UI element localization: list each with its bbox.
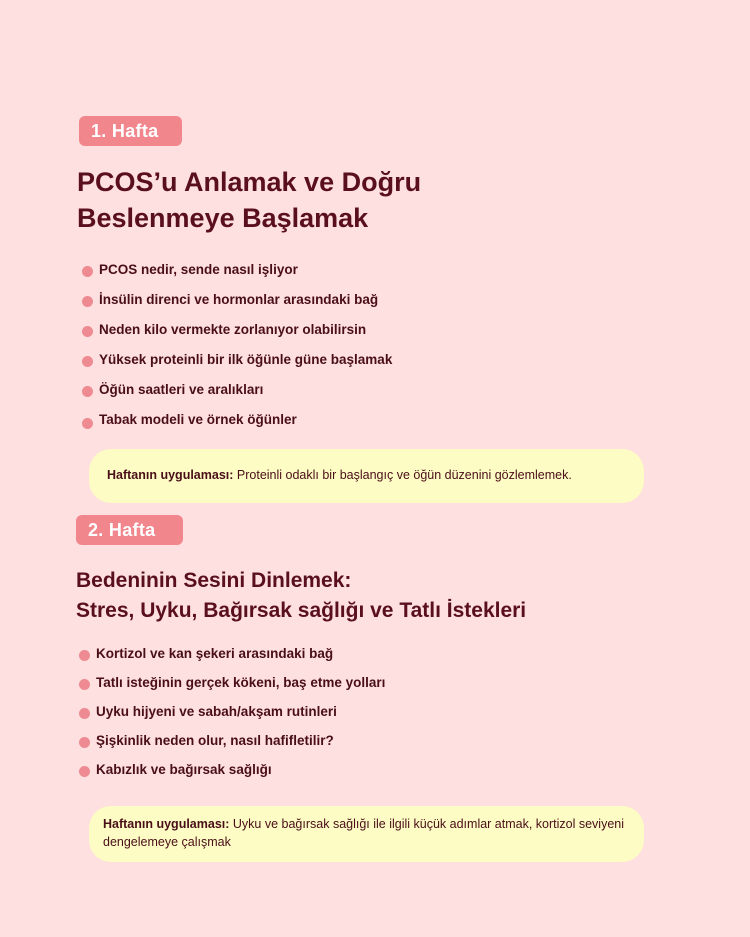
week-2-topic-list bbox=[76, 646, 385, 791]
list-item-label: Tatlı isteğinin gerçek kökeni, baş etme yolları bbox=[96, 675, 386, 690]
week-2-title-line-1: Bedeninin Sesini Dinlemek: bbox=[76, 569, 352, 592]
list-item-label: Kortizol ve kan şekeri arasındaki bağ bbox=[96, 646, 334, 661]
bullet-dot-icon bbox=[79, 766, 90, 777]
week-1-practice-box bbox=[89, 449, 644, 503]
list-item-label: Kabızlık ve bağırsak sağlığı bbox=[96, 762, 272, 777]
list-item-label: Şişkinlik neden olur, nasıl hafifletilir? bbox=[96, 733, 334, 748]
bullet-dot-icon bbox=[79, 650, 90, 661]
bullet-dot-icon bbox=[79, 737, 90, 748]
list-item bbox=[79, 352, 392, 382]
list-item-label: Neden kilo vermekte zorlanıyor olabilirsin bbox=[99, 322, 367, 337]
practice-text: Uyku ve bağırsak sağlığı ile ilgili küçük adımlar atmak, kortizol seviyeni dengelemeye çalışmak bbox=[103, 817, 625, 849]
bullet-dot-icon bbox=[79, 679, 90, 690]
list-item bbox=[79, 292, 392, 322]
week-1-title-line-1: PCOS’u Anlamak ve Doğru bbox=[77, 167, 422, 197]
list-item bbox=[76, 704, 385, 733]
list-item-label: PCOS nedir, sende nasıl işliyor bbox=[99, 262, 298, 277]
bullet-dot-icon bbox=[79, 708, 90, 719]
bullet-dot-icon bbox=[82, 418, 93, 429]
list-item bbox=[76, 762, 385, 791]
week-2-practice-box bbox=[89, 806, 644, 862]
bullet-dot-icon bbox=[82, 326, 93, 337]
bullet-dot-icon bbox=[82, 386, 93, 397]
list-item bbox=[76, 675, 385, 704]
bullet-dot-icon bbox=[82, 356, 93, 367]
week-1-badge: 1. Hafta bbox=[79, 116, 182, 146]
week-2-title-line-2: Stres, Uyku, Bağırsak sağlığı ve Tatlı İstekleri bbox=[76, 599, 527, 622]
week-1-title-line-2: Beslenmeye Başlamak bbox=[77, 203, 369, 233]
list-item-label: Tabak modeli ve örnek öğünler bbox=[99, 412, 297, 427]
list-item bbox=[79, 262, 392, 292]
week-2-title bbox=[76, 566, 526, 626]
list-item bbox=[76, 646, 385, 675]
list-item-label: Yüksek proteinli bir ilk öğünle güne başlamak bbox=[99, 352, 393, 367]
week-2-badge: 2. Hafta bbox=[76, 515, 183, 545]
week-1-topic-list bbox=[79, 262, 392, 442]
practice-text: Proteinli odaklı bir başlangıç ve öğün düzenini gözlemlemek. bbox=[233, 468, 572, 482]
week-1-title bbox=[77, 164, 421, 236]
list-item bbox=[76, 733, 385, 762]
bullet-dot-icon bbox=[82, 266, 93, 277]
list-item bbox=[79, 322, 392, 352]
list-item bbox=[79, 382, 392, 412]
list-item-label: Öğün saatleri ve aralıkları bbox=[99, 382, 264, 397]
practice-label: Haftanın uygulaması: bbox=[103, 817, 230, 831]
list-item-label: Uyku hijyeni ve sabah/akşam rutinleri bbox=[96, 704, 337, 719]
bullet-dot-icon bbox=[82, 296, 93, 307]
practice-label: Haftanın uygulaması: bbox=[107, 468, 234, 482]
list-item bbox=[79, 412, 392, 442]
list-item-label: İnsülin direnci ve hormonlar arasındaki bağ bbox=[99, 292, 379, 307]
